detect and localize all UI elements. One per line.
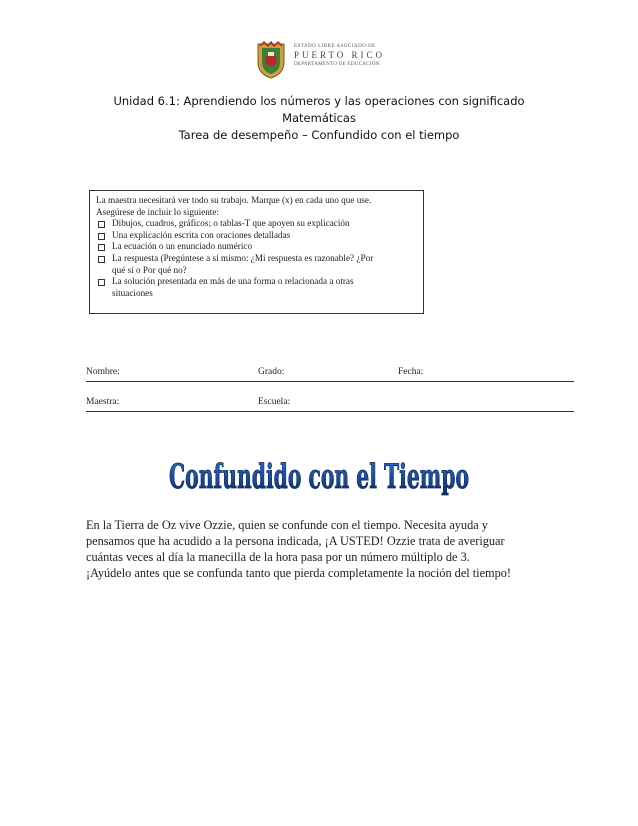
instructions-line-2: Asegúrese de incluir lo siguiente: — [96, 206, 219, 217]
checklist-item-text: La solución presentada en más de una forma o relacionada a otras — [112, 276, 354, 287]
subject-title: Matemáticas — [282, 111, 356, 125]
checklist-item-text-cont: situaciones — [112, 287, 153, 298]
grade-label: Grado: — [258, 367, 285, 377]
story-title-text: Confundido con el Tiempo — [169, 457, 469, 497]
checklist-item-text-cont: qué sí o Por qué no? — [112, 264, 187, 275]
puerto-rico-seal-logo — [252, 40, 290, 80]
date-label: Fecha: — [398, 367, 424, 377]
checkbox-icon[interactable] — [98, 256, 105, 263]
checklist-item[interactable] — [96, 218, 417, 230]
story-line: pensamos que ha acudido a la persona indicada, ¡A USTED! Ozzie trata de averiguar — [86, 534, 505, 548]
checkbox-icon[interactable] — [98, 279, 105, 286]
checklist-item-text: Una explicación escrita con oraciones detalladas — [112, 229, 291, 240]
story-line: ¡Ayúdelo antes que se confunda tanto que pierda completamente la noción del tiempo! — [86, 566, 512, 580]
checklist — [96, 218, 417, 299]
checklist-item-text: La ecuación o un enunciado numérico — [112, 241, 253, 252]
header-agency-text — [294, 44, 414, 67]
header-line-2: PUERTO RICO — [294, 50, 386, 60]
instructions-box — [89, 190, 424, 314]
checklist-item-text: Dibujos, cuadros, gráficos; o tablas-T que apoyen su explicación — [112, 218, 350, 229]
story-title — [0, 440, 638, 500]
checklist-item[interactable] — [96, 276, 417, 299]
task-title: Tarea de desempeño – Confundido con el tiempo — [178, 128, 460, 142]
story-line: En la Tierra de Oz vive Ozzie, quien se confunde con el tiempo. Necesita ayuda y — [86, 518, 488, 532]
checkbox-icon[interactable] — [98, 233, 105, 240]
unit-title: Unidad 6.1: Aprendiendo los números y las operaciones con significado — [113, 94, 525, 108]
checklist-item[interactable] — [96, 230, 417, 242]
checklist-item[interactable] — [96, 253, 417, 276]
name-label: Nombre: — [86, 367, 120, 377]
header-line-1: ESTADO LIBRE ASOCIADO DE — [294, 44, 376, 49]
instructions-line-1: La maestra necesitará ver todo su trabajo. Marque (x) en cada uno que use. — [96, 195, 372, 205]
checklist-item-text: La respuesta (Pregúntese a sí mismo: ¿Mi respuesta es razonable? ¿Por — [112, 252, 374, 263]
story-title-art — [159, 440, 479, 500]
teacher-label: Maestra: — [86, 397, 120, 407]
checkbox-icon[interactable] — [98, 221, 105, 228]
checklist-item[interactable] — [96, 241, 417, 253]
student-info-row — [86, 367, 574, 382]
story-paragraph — [86, 517, 576, 581]
document-titles — [0, 93, 638, 144]
teacher-info-row — [86, 397, 574, 412]
header-line-3: DEPARTAMENTO DE EDUCACIÓN — [294, 62, 380, 67]
school-label: Escuela: — [258, 397, 291, 407]
checkbox-icon[interactable] — [98, 244, 105, 251]
story-line: cuántas veces al día la manecilla de la hora pasa por un número múltiplo de 3. — [86, 550, 470, 564]
